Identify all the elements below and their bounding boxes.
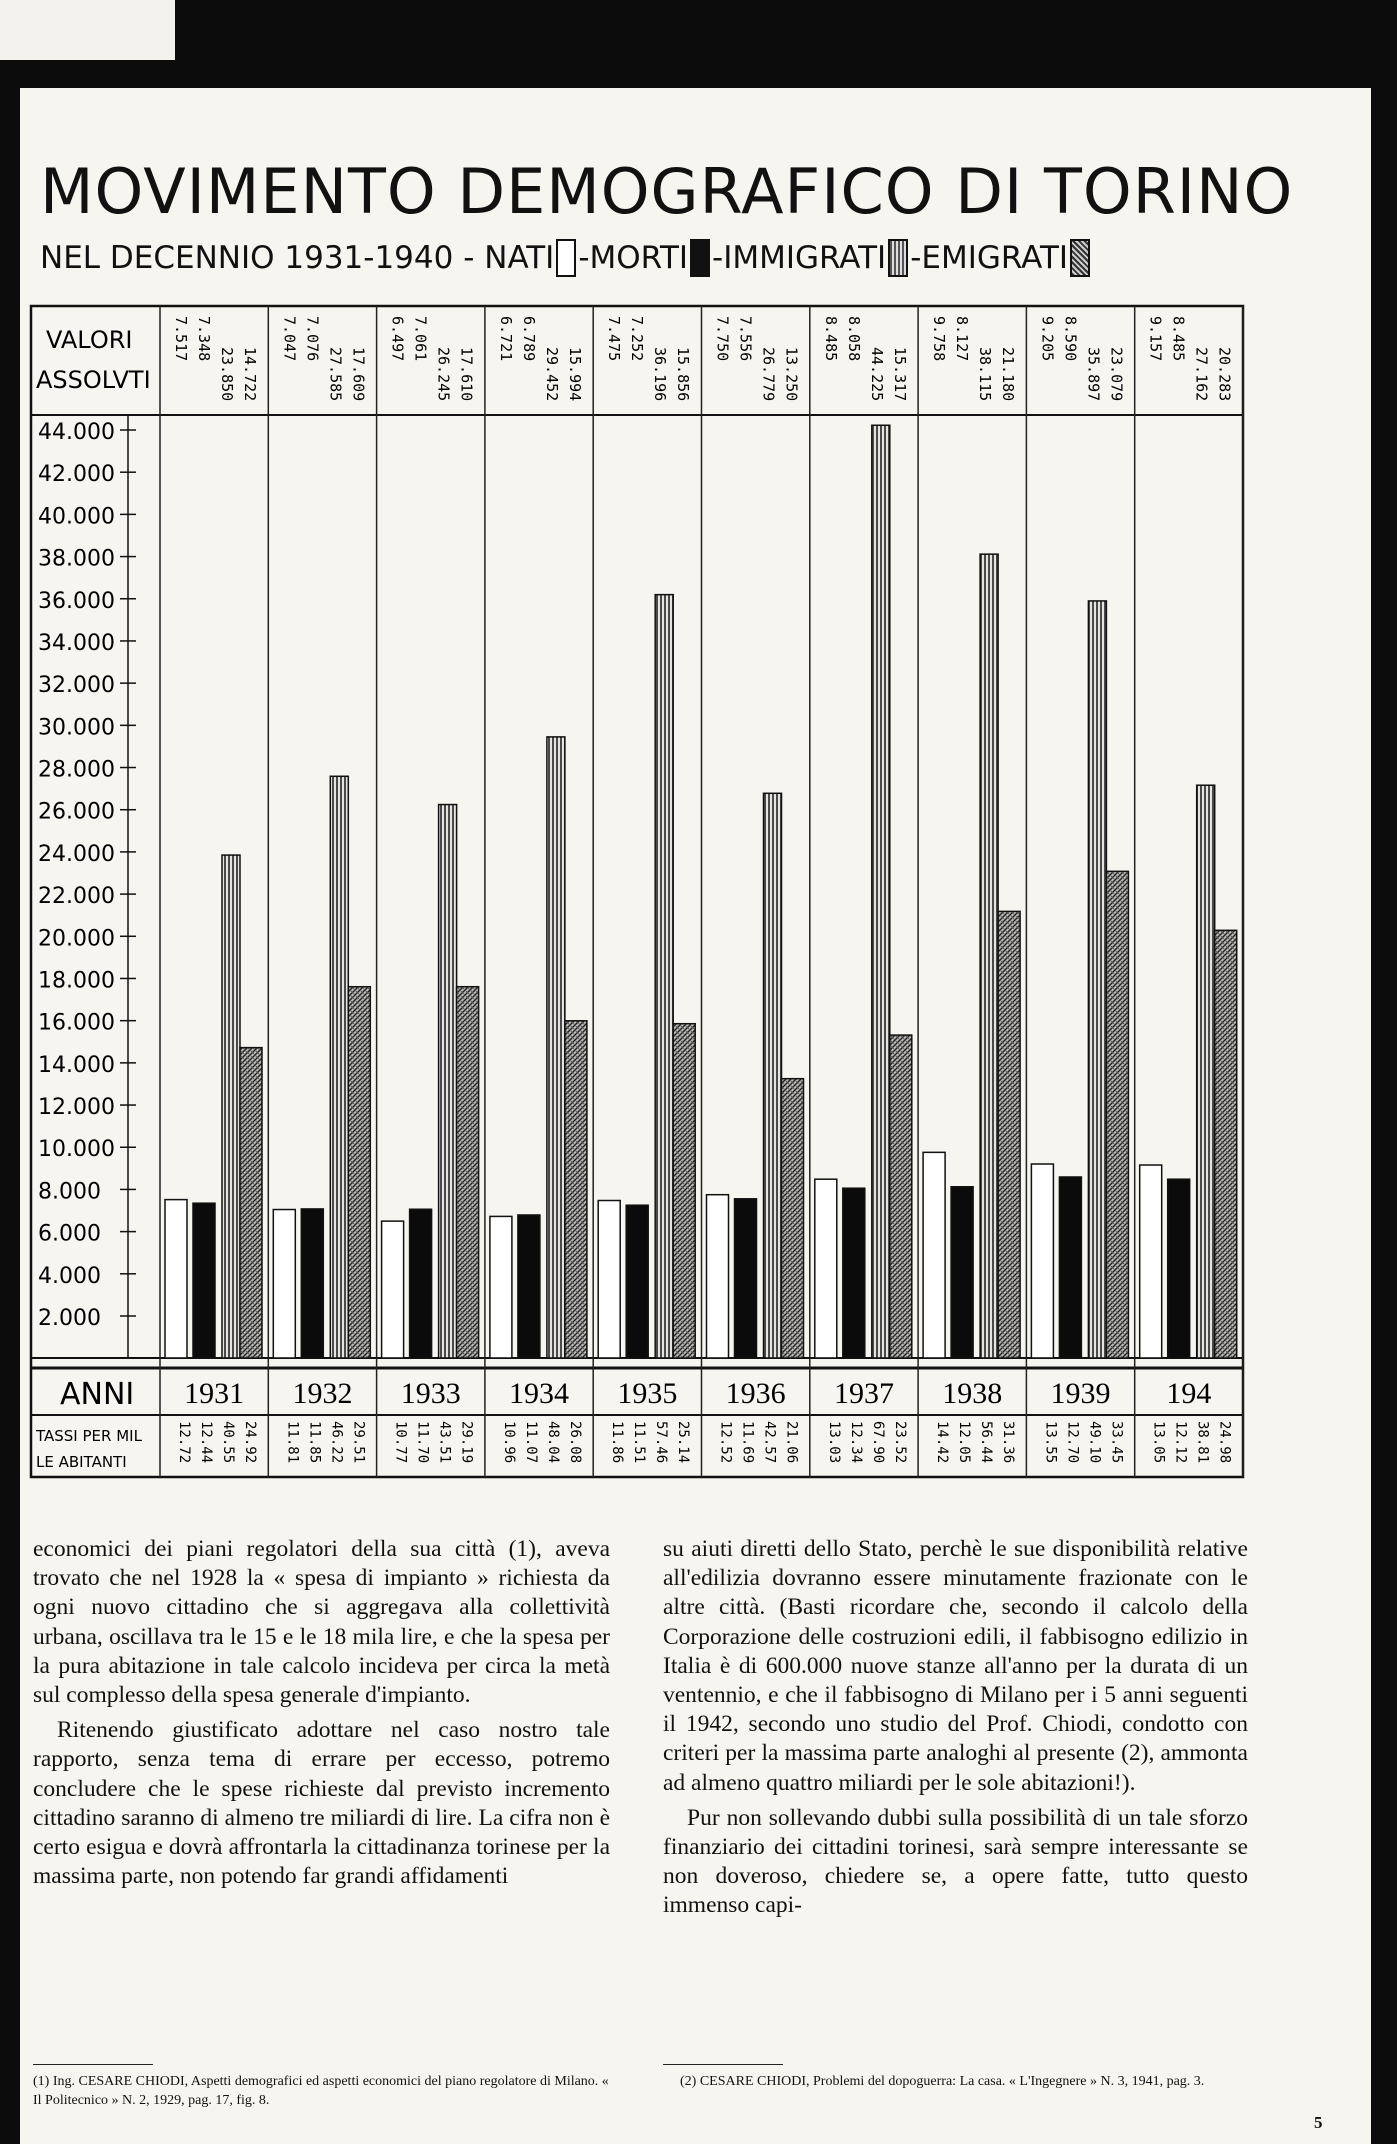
bar-nati: [382, 1221, 404, 1358]
value-label: 9.205: [1038, 316, 1057, 362]
year-label: 194: [1166, 1377, 1212, 1410]
rate-label: 10.96: [500, 1421, 517, 1464]
bar-nati: [598, 1201, 620, 1358]
values-header-line1: VALORI: [46, 326, 133, 354]
rate-label: 29.19: [458, 1421, 475, 1464]
year-label: 1931: [184, 1377, 245, 1410]
y-tick-label: 22.000: [38, 884, 115, 910]
value-label: 23.850: [218, 347, 236, 402]
bar-immigrati: [872, 425, 890, 1358]
bar-morti: [1059, 1177, 1081, 1358]
bar-nati: [923, 1152, 945, 1358]
bar-immigrati: [1088, 601, 1106, 1358]
bar-emigrati: [457, 987, 479, 1358]
bar-emigrati: [673, 1024, 695, 1358]
rate-label: 26.08: [566, 1421, 583, 1464]
value-label: 29.452: [542, 347, 561, 402]
value-label: 6.497: [388, 316, 407, 362]
value-label: 23.079: [1107, 347, 1126, 402]
body-text-right: [663, 1535, 1248, 1921]
bar-nati: [1031, 1164, 1053, 1358]
year-label: 1933: [400, 1377, 461, 1410]
value-label: 9.157: [1146, 316, 1165, 362]
value-label: 8.485: [821, 316, 840, 362]
value-label: 8.127: [953, 316, 972, 362]
value-label: 20.283: [1215, 347, 1234, 402]
rate-label: 49.10: [1086, 1421, 1103, 1464]
rate-label: 11.51: [631, 1421, 648, 1464]
bar-nati: [273, 1210, 295, 1358]
y-tick-label: 30.000: [38, 715, 115, 741]
rate-label: 11.69: [739, 1421, 756, 1464]
rate-label: 38.81: [1194, 1421, 1211, 1464]
y-tick-label: 34.000: [38, 630, 115, 656]
bar-nati: [815, 1179, 837, 1358]
rate-label: 11.70: [414, 1421, 431, 1464]
value-label: 6.789: [519, 316, 538, 362]
y-tick-label: 6.000: [38, 1221, 101, 1247]
rate-label: 13.03: [825, 1421, 842, 1464]
rate-label: 67.90: [869, 1421, 886, 1464]
year-label: 1937: [833, 1377, 894, 1410]
legend-label-nati: NATI: [484, 239, 555, 276]
value-label: 27.585: [326, 347, 345, 402]
y-tick-label: 18.000: [38, 968, 115, 994]
value-label: 6.721: [496, 316, 515, 362]
legend-label-emigrati: -EMIGRATI: [910, 239, 1069, 276]
rate-label: 23.52: [891, 1421, 908, 1464]
year-label: 1939: [1050, 1377, 1111, 1410]
paragraph: su aiuti diretti dello Stato, perchè le sue disponibilità relative all'edilizia dovranno essere minutamente frazionate con le altre città. (Basti ricordare che, secondo il calcolo della Corporazione delle costruzioni edili, il fabbisogno edilizio in Italia è di 600.000 nuove stanze all'anno per la durata di un ventennio, e che il fabbisogno di Milano per i 5 anni seguenti il 1942, secondo uno studio del Prof. Chiodi, condotto con criteri per la massima parte analoghi al presente (2), ammonta ad almeno quattro miliardi per le sole abitazioni!).: [663, 1536, 1248, 1796]
value-label: 15.856: [674, 347, 693, 402]
rate-label: 12.52: [717, 1421, 734, 1464]
value-label: 8.590: [1061, 316, 1080, 362]
bar-emigrati: [240, 1048, 262, 1358]
y-tick-label: 28.000: [38, 757, 115, 783]
rate-label: 11.86: [609, 1421, 626, 1464]
y-tick-label: 4.000: [38, 1263, 101, 1289]
body-text-left: [33, 1535, 610, 1891]
values-header-line2: ASSOLVTI: [36, 366, 151, 394]
value-label: 7.475: [605, 316, 624, 362]
rate-label: 11.07: [522, 1421, 539, 1464]
y-tick-label: 40.000: [38, 504, 115, 530]
bar-morti: [626, 1205, 648, 1358]
value-label: 21.180: [999, 347, 1018, 402]
value-label: 35.897: [1084, 347, 1103, 402]
footnote-left: (1) Ing. CESARE CHIODI, Aspetti demografici ed aspetti economici del piano regolatore di Milano. « Il Politecnico » N. 2, 1929, pag. 17, fig. 8.: [33, 2074, 609, 2108]
rate-label: 46.22: [328, 1421, 345, 1464]
y-tick-label: 32.000: [38, 673, 115, 699]
value-label: 8.485: [1169, 316, 1188, 362]
value-label: 7.076: [303, 316, 322, 362]
rate-label: 42.57: [761, 1421, 778, 1464]
value-label: 15.994: [565, 347, 584, 402]
value-label: 7.047: [280, 316, 299, 362]
value-label: 26.779: [759, 347, 778, 402]
bar-emigrati: [782, 1079, 804, 1358]
years-header: ANNI: [60, 1377, 135, 1412]
rate-label: 12.05: [956, 1421, 973, 1464]
y-tick-label: 24.000: [38, 841, 115, 867]
bar-morti: [735, 1199, 757, 1358]
chart-title: MOVIMENTO DEMOGRAFICO DI TORINO: [40, 155, 1294, 228]
dash: -: [463, 239, 475, 276]
rates-header-line2: LE ABITANTI: [36, 1453, 127, 1471]
bar-nati: [490, 1216, 512, 1358]
page-number: 5: [1314, 2113, 1323, 2132]
rate-label: 11.85: [306, 1421, 323, 1464]
value-label: 27.162: [1192, 347, 1211, 402]
footnote-rule: [33, 2064, 153, 2065]
y-tick-label: 2.000: [38, 1306, 101, 1331]
rate-label: 40.55: [220, 1421, 236, 1464]
bar-emigrati: [1215, 930, 1237, 1358]
rates-header-line1: TASSI PER MIL: [36, 1427, 142, 1445]
year-label: 1938: [942, 1377, 1003, 1410]
rate-label: 21.06: [783, 1421, 800, 1464]
y-tick-label: 36.000: [38, 588, 115, 614]
bar-immigrati: [222, 855, 240, 1358]
bar-emigrati: [348, 987, 370, 1358]
bar-morti: [193, 1203, 215, 1358]
y-tick-label: 38.000: [38, 546, 115, 572]
value-label: 17.609: [349, 347, 368, 402]
year-label: 1934: [509, 1377, 570, 1410]
value-label: 14.722: [241, 347, 259, 402]
bar-nati: [165, 1200, 187, 1358]
value-label: 7.061: [411, 316, 430, 362]
subtitle-prefix: NEL DECENNIO 1931-1940: [40, 239, 454, 276]
bar-morti: [301, 1209, 323, 1358]
value-label: 36.196: [651, 347, 670, 402]
paragraph: Pur non sollevando dubbi sulla possibilità di un tale sforzo finanziario dei cittadini torinesi, sarà sempre interessante se non doveroso, chiedere se, a opere fatte, tutto questo immenso capi-: [663, 1804, 1248, 1919]
value-label: 7.517: [172, 316, 190, 362]
bar-morti: [410, 1209, 432, 1358]
value-label: 44.225: [867, 347, 886, 402]
value-label: 38.115: [976, 347, 995, 402]
value-label: 7.252: [628, 316, 647, 362]
value-label: 26.245: [434, 347, 453, 402]
bar-emigrati: [890, 1035, 912, 1358]
value-label: 7.750: [713, 316, 732, 362]
bar-nati: [707, 1195, 729, 1358]
bar-immigrati: [1197, 785, 1215, 1358]
year-label: 1935: [617, 1377, 678, 1410]
paragraph: economici dei piani regolatori della sua città (1), aveva trovato che nel 1928 la « spesa di impianto » richiesta da ogni nuovo cittadino che si aggregava alla collettività urbana, oscillava tra le 15 e le 18 mila lire, e che la spesa per la pura abitazione in tale calcolo incideva per circa la metà sul complesso della spesa generale d'impianto.: [33, 1536, 610, 1709]
rate-label: 12.72: [176, 1421, 192, 1464]
rate-label: 12.44: [198, 1421, 214, 1464]
rate-label: 12.34: [847, 1421, 864, 1464]
y-tick-label: 26.000: [38, 799, 115, 825]
rate-label: 12.70: [1064, 1421, 1081, 1464]
bar-immigrati: [655, 595, 673, 1358]
rate-label: 13.55: [1042, 1421, 1059, 1464]
bar-emigrati: [998, 911, 1020, 1358]
value-label: 17.610: [457, 347, 476, 402]
rate-label: 13.05: [1150, 1421, 1167, 1464]
y-tick-label: 8.000: [38, 1179, 101, 1205]
legend-label-morti: -MORTI: [578, 239, 689, 276]
year-label: 1936: [725, 1377, 786, 1410]
rate-label: 12.12: [1172, 1421, 1189, 1464]
rate-label: 24.92: [242, 1421, 258, 1464]
rate-label: 56.44: [978, 1421, 995, 1464]
rate-label: 29.51: [350, 1421, 367, 1464]
y-tick-label: 42.000: [38, 462, 115, 488]
year-label: 1932: [292, 1377, 353, 1410]
bar-morti: [1168, 1179, 1190, 1358]
value-label: 15.317: [890, 347, 909, 402]
legend-label-immigrati: -IMMIGRATI: [712, 239, 887, 276]
rate-label: 24.98: [1216, 1421, 1233, 1464]
rate-label: 43.51: [436, 1421, 453, 1464]
bar-nati: [1140, 1165, 1162, 1358]
y-tick-label: 20.000: [38, 926, 115, 952]
y-tick-label: 10.000: [38, 1137, 115, 1163]
rate-label: 25.14: [675, 1421, 692, 1464]
rate-label: 57.46: [653, 1421, 670, 1464]
bar-immigrati: [547, 737, 565, 1358]
bar-morti: [518, 1215, 540, 1358]
bar-morti: [843, 1188, 865, 1358]
bar-immigrati: [980, 554, 998, 1358]
rate-label: 48.04: [544, 1421, 561, 1464]
y-tick-label: 44.000: [38, 420, 115, 445]
value-label: 9.758: [930, 316, 949, 362]
bar-morti: [951, 1187, 973, 1358]
paragraph: Ritenendo giustificato adottare nel caso nostro tale rapporto, senza tema di errare per eccesso, potremo concludere che le spese richieste dal previsto incremento cittadino saranno di almeno tre miliardi di lire. La cifra non è certo esigua e dovrà affrontarla la cittadinanza torinese per la massima parte, non potendo far grandi affidamenti: [33, 1717, 610, 1890]
value-label: 7.556: [736, 316, 755, 362]
bar-immigrati: [330, 776, 348, 1358]
value-label: 7.348: [195, 316, 213, 362]
rate-label: 10.77: [392, 1421, 409, 1464]
rate-label: 14.42: [934, 1421, 951, 1464]
bar-emigrati: [565, 1021, 587, 1358]
footnote-rule: [663, 2064, 783, 2065]
rate-label: 31.36: [1000, 1421, 1017, 1464]
value-label: 8.058: [844, 316, 863, 362]
value-label: 13.250: [782, 347, 801, 402]
rate-label: 11.81: [284, 1421, 301, 1464]
y-tick-label: 16.000: [38, 1010, 115, 1036]
rate-label: 33.45: [1108, 1421, 1125, 1464]
y-tick-label: 12.000: [38, 1095, 115, 1121]
bar-emigrati: [1106, 871, 1128, 1358]
y-tick-label: 14.000: [38, 1052, 115, 1078]
bar-immigrati: [439, 805, 457, 1358]
bar-immigrati: [764, 793, 782, 1358]
footnote-right: (2) CESARE CHIODI, Problemi del dopoguerra: La casa. « L'Ingegnere » N. 3, 1941, pag. 3.: [680, 2074, 1205, 2089]
